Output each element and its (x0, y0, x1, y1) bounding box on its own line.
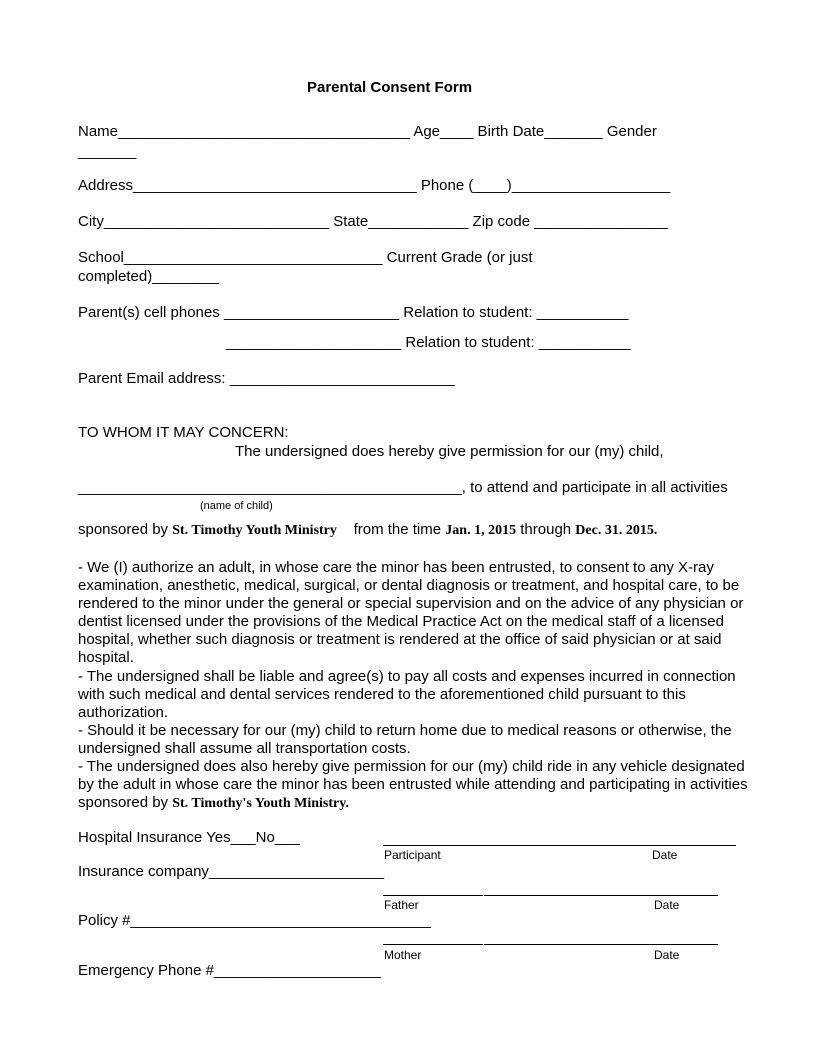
start-date: Jan. 1, 2015 (445, 523, 517, 538)
policy-number-field[interactable]: Policy #____________________________________ (78, 912, 431, 929)
mother-date-label: Date (654, 948, 680, 962)
father-date-line[interactable] (484, 895, 718, 896)
participant-date-label: Date (652, 848, 678, 862)
father-signature-line[interactable] (383, 895, 483, 896)
name-age-birthdate-gender-row[interactable]: Name___________________________________ Age____ Birth Date_______ Gender (78, 123, 657, 140)
end-date: Dec. 31. 2015. (575, 523, 658, 538)
child-name-line[interactable]: ______________________________________________, to attend and participate in all activities (78, 479, 728, 496)
school-grade-row[interactable]: School_______________________________ Current Grade (or just (78, 249, 533, 266)
terms-paragraph-2: - The undersigned shall be liable and agree(s) to pay all costs and expenses incurred in connection with such medical and dental services rendered to the aforementioned child pursuant to this authorization. (78, 667, 736, 721)
parent-cell-phones-row[interactable]: Parent(s) cell phones _____________________ Relation to student: ___________ (78, 304, 629, 321)
terms-paragraph-4-text: - The undersigned does also hereby give permission for our (my) child ride in any vehicle designated by the adult in whose care the minor has been entrusted while attending and participating in activities sponsored by (78, 758, 748, 812)
ministry-name-2: St. Timothy's Youth Ministry. (172, 796, 349, 812)
insurance-company-field[interactable]: Insurance company_____________________ (78, 863, 385, 880)
participant-signature-line[interactable] (383, 845, 736, 846)
parent-cell-phones-row-2[interactable]: _____________________ Relation to student: ___________ (226, 334, 631, 351)
father-date-label: Date (654, 898, 680, 912)
city-state-zip-row[interactable]: City___________________________ State____________ Zip code ________________ (78, 213, 668, 230)
through-label: through (520, 521, 572, 538)
terms-block (78, 559, 758, 813)
address-phone-row[interactable]: Address__________________________________ Phone (____)___________________ (78, 177, 671, 194)
hospital-insurance-field[interactable]: Hospital Insurance Yes___No___ (78, 829, 300, 846)
letter-line-1: The undersigned does hereby give permission for our (my) child, (235, 443, 664, 460)
terms-paragraph-4 (78, 758, 758, 813)
name-of-child-caption: (name of child) (200, 500, 273, 512)
mother-label: Mother (384, 948, 422, 962)
gender-field-continuation[interactable]: _______ (78, 143, 137, 160)
participant-label: Participant (384, 848, 441, 862)
page-title: Parental Consent Form (307, 79, 473, 96)
emergency-phone-field[interactable]: Emergency Phone #____________________ (78, 962, 381, 979)
mother-signature-line[interactable] (383, 944, 483, 945)
from-the-time-label: from the time (353, 521, 442, 538)
sponsored-by-label: sponsored by (78, 521, 169, 538)
parent-email-row[interactable]: Parent Email address: ___________________________ (78, 370, 455, 387)
mother-date-line[interactable] (484, 944, 718, 945)
terms-paragraph-1: - We (I) authorize an adult, in whose care the minor has been entrusted, to consent to any X-ray examination, anesthetic, medical, surgical, or dental diagnosis or treatment, and hospital care, to be rendered to the minor under the general or special supervision and on the advice of any physician or dentist licensed under the provisions of the Medical Practice Act on the medical staff of a licensed hospital, whether such diagnosis or treatment is rendered at the office of said physician or at said hospital. (78, 559, 744, 667)
sponsor-line (78, 521, 657, 539)
ministry-name: St. Timothy Youth Ministry (172, 523, 337, 538)
letter-greeting: TO WHOM IT MAY CONCERN: (78, 424, 289, 441)
grade-field-continuation[interactable]: completed)________ (78, 268, 219, 285)
terms-paragraph-3: - Should it be necessary for our (my) child to return home due to medical reasons or otherwise, the undersigned shall assume all transportation costs. (78, 721, 732, 757)
father-label: Father (384, 898, 419, 912)
